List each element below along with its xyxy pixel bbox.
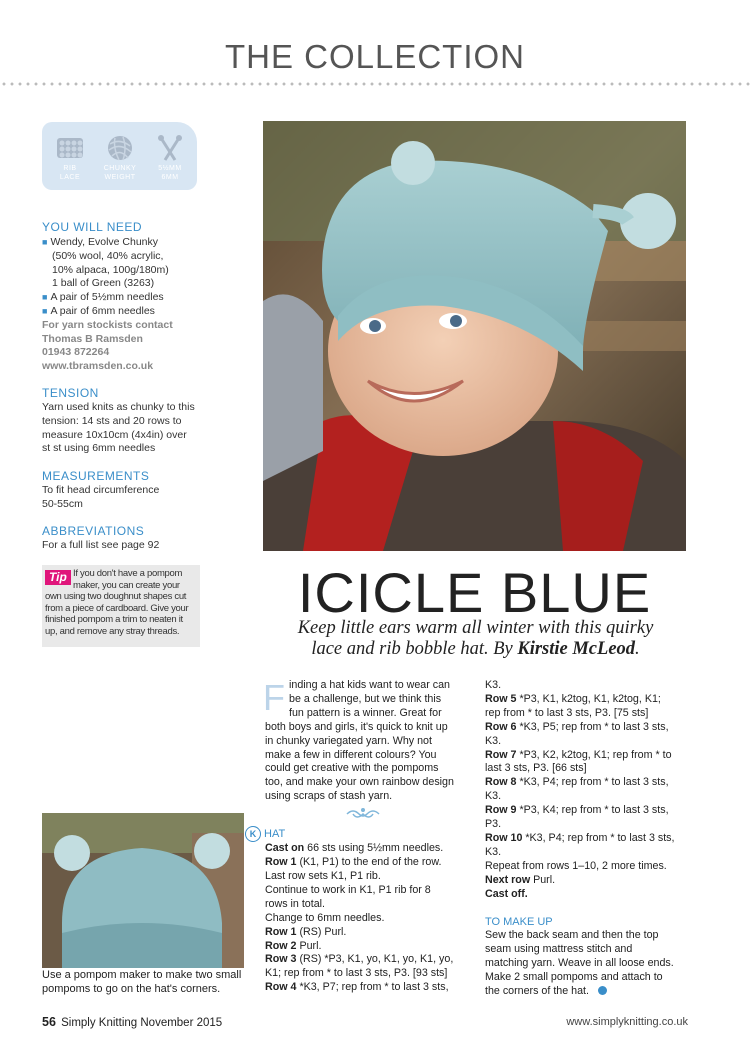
article-subtitle: Keep little ears warm all winter with this quirky lace and rib bobble hat. By Kirstie McLeod.	[297, 618, 654, 659]
pattern-row: rep from * to last 3 sts, P3. [75 sts]	[485, 706, 649, 719]
pattern-row: Last row sets K1, P1 rib.	[265, 869, 381, 882]
child-hat-illustration	[263, 121, 686, 551]
pattern-rows-1	[265, 842, 461, 995]
article-column-2: K3. Row 5 *P3, K1, k2tog, K1, k2tog, K1; rep from * to last 3 sts, P3. [75 sts] Row 6 *K3, P5; rep from * to last 3 sts, K3. Row 7 *P3, K2, k2tog, K1; rep from * to last 3 sts, P3. [66 sts] Row 8 *K3, P4; rep from * to last 3 sts, K3. Row 9 *P3, K4; rep from * to last 3 sts, P3. Row 10 *K3, P4; rep from * to last 3 sts, K3. Repeat from rows 1–10, 2 more times. Next row Purl. Cast off. TO MAKE UP Sew the back seam and then the top seam using mattress stitch and matching yarn. Weave in all loose ends. Make 2 small pompoms and attach to the corners of the hat.	[485, 679, 690, 999]
author-name: Kirstie McLeod	[517, 639, 636, 659]
pattern-row: K3.	[485, 679, 502, 691]
pattern-row: Row 9 *P3, K4; rep from * to last 3 sts,	[485, 804, 669, 817]
pattern-row: Next row Purl.	[485, 873, 556, 886]
badge-item-weight: CHUNKY WEIGHT	[94, 134, 146, 182]
secondary-photo-hat-back	[42, 813, 244, 968]
dotted-divider	[0, 82, 750, 86]
pattern-rows-2	[485, 679, 690, 902]
end-mark-icon	[598, 986, 607, 995]
ornament-divider	[265, 806, 461, 826]
tension-section: TENSION Yarn used knits as chunky to this tension: 14 sts and 20 rows to measure 10x10cm (4x4in) over st st using 6mm needles	[42, 386, 242, 456]
list-item: ■ A pair of 5½mm needles	[42, 291, 164, 304]
pattern-row: K1; rep from * to last 3 sts, P3. [93 sts]	[265, 967, 448, 980]
pattern-row: Row 7 *P3, K2, k2tog, K1; rep from * to	[485, 748, 672, 761]
magazine-issue: Simply Knitting November 2015	[61, 1017, 223, 1029]
pattern-row: K3.	[485, 845, 502, 858]
pattern-row: Row 2 Purl.	[265, 939, 322, 952]
list-item: ■ Wendy, Evolve Chunky	[42, 236, 159, 248]
tension-heading: TENSION	[42, 386, 99, 400]
pattern-row: Row 5 *P3, K1, k2tog, K1, k2tog, K1;	[485, 692, 661, 705]
pattern-row: Row 1 (K1, P1) to the end of the row.	[265, 856, 442, 869]
tip-text: If you don't have a pompom maker, you can create your own using two doughnut shapes cut from a piece of cardboard. Give your finished pompom a trim to neaten it up, and remove any stray threads.	[45, 568, 189, 637]
pattern-row: Continue to work in K1, P1 rib for 8	[265, 883, 431, 896]
abbreviations-section: ABBREVIATIONS For a full list see page 92	[42, 524, 242, 553]
ornament-icon	[343, 806, 383, 822]
pattern-row: Row 8 *K3, P4; rep from * to last 3 sts,	[485, 776, 669, 789]
bullet-square-icon: ■	[42, 237, 48, 247]
pattern-row: P3.	[485, 818, 502, 831]
pattern-row: Row 6 *K3, P5; rep from * to last 3 sts,	[485, 720, 669, 733]
page-number: 56	[42, 1015, 56, 1029]
drop-cap: F	[263, 677, 285, 718]
measurements-heading: MEASUREMENTS	[42, 469, 150, 483]
badge-item-needles: 5½MM 6MM	[144, 134, 196, 182]
you-will-need-heading: YOU WILL NEED	[42, 220, 143, 234]
footer-url[interactable]: www.simplyknitting.co.uk	[566, 1016, 688, 1028]
hat-heading: K HAT	[245, 826, 461, 842]
pattern-row: last 3 sts, P3. [66 sts]	[485, 762, 587, 775]
pattern-info-badge	[42, 122, 197, 190]
article-column-1: inding a hat kids want to wear can be a challenge, but we think this fun pattern is a winner. Great for both boys and girls, it's quick to knit up in chunky variegated yarn. Why not make a few in different colours? You could get creative with the pompoms too, and make your own rainbow design using scraps of stash yarn. K HAT Cast on 66 sts using 5½mm needles. Row 1 (K1, P1) to the end of the row. Last row sets K1, P1 rib. Continue to work in K1, P1 rib for 8 rows in total. Change to 6mm needles. Row 1 (RS) Purl. Row 2 Purl. Row 3 (RS) *P3, K1, yo, K1, yo, K1, yo, K1; rep from * to last 3 sts, P3. [93 sts] Row 4 *K3, P7; rep from * to last 3 sts,	[265, 679, 461, 995]
knit-k-icon: K	[245, 826, 261, 842]
pattern-row: Row 10 *K3, P4; rep from * to last 3 sts,	[485, 831, 675, 844]
pattern-row: rows in total.	[265, 897, 325, 910]
measurements-section: MEASUREMENTS To fit head circumference 50-55cm	[42, 469, 242, 512]
yarn-ball-icon	[105, 134, 135, 162]
pattern-row: K3.	[485, 734, 502, 747]
bullet-square-icon: ■	[42, 305, 48, 316]
pattern-row: Cast off.	[485, 887, 528, 900]
pattern-row: K3.	[485, 790, 502, 803]
pattern-row: Row 1 (RS) Purl.	[265, 925, 347, 938]
badge-item-stitch: RIB LACE	[44, 134, 96, 182]
pattern-row: Row 3 (RS) *P3, K1, yo, K1, yo, K1, yo,	[265, 953, 454, 966]
stockist-url: www.tbramsden.co.uk	[42, 360, 154, 373]
tip-label: Tip	[45, 570, 71, 585]
list-item: ■ A pair of 6mm needles	[42, 304, 155, 317]
footer-left	[42, 1015, 222, 1029]
rib-lace-swatch-icon	[55, 134, 85, 162]
abbreviations-heading: ABBREVIATIONS	[42, 524, 145, 538]
you-will-need-section: YOU WILL NEED ■ Wendy, Evolve Chunky (50% wool, 40% acrylic, 10% alpaca, 100g/180m) 1 ball of Green (3263) ■ A pair of 5½mm needles ■ A pair of 6mm needles For yarn stockists contact Thomas B Ramsden 01943 872264 www.tbramsden.co.uk	[42, 220, 242, 374]
pattern-row: Change to 6mm needles.	[265, 911, 385, 924]
pattern-row: Row 4 *K3, P7; rep from * to last 3 sts,	[265, 981, 449, 994]
needles-icon	[155, 134, 185, 162]
pattern-row: Cast on 66 sts using 5½mm needles.	[265, 842, 444, 855]
hat-back-illustration	[42, 813, 244, 968]
main-photo-child-in-hat	[263, 121, 686, 551]
article-title: ICICLE BLUE	[297, 561, 652, 624]
to-make-up-heading: TO MAKE UP	[485, 915, 553, 928]
bullet-square-icon: ■	[42, 292, 48, 303]
page-section-title: THE COLLECTION	[224, 38, 526, 75]
tip-box	[42, 565, 200, 647]
pattern-row: Repeat from rows 1–10, 2 more times.	[485, 859, 667, 872]
photo-caption: Use a pompom maker to make two small pompoms to go on the hat's corners.	[42, 969, 242, 995]
